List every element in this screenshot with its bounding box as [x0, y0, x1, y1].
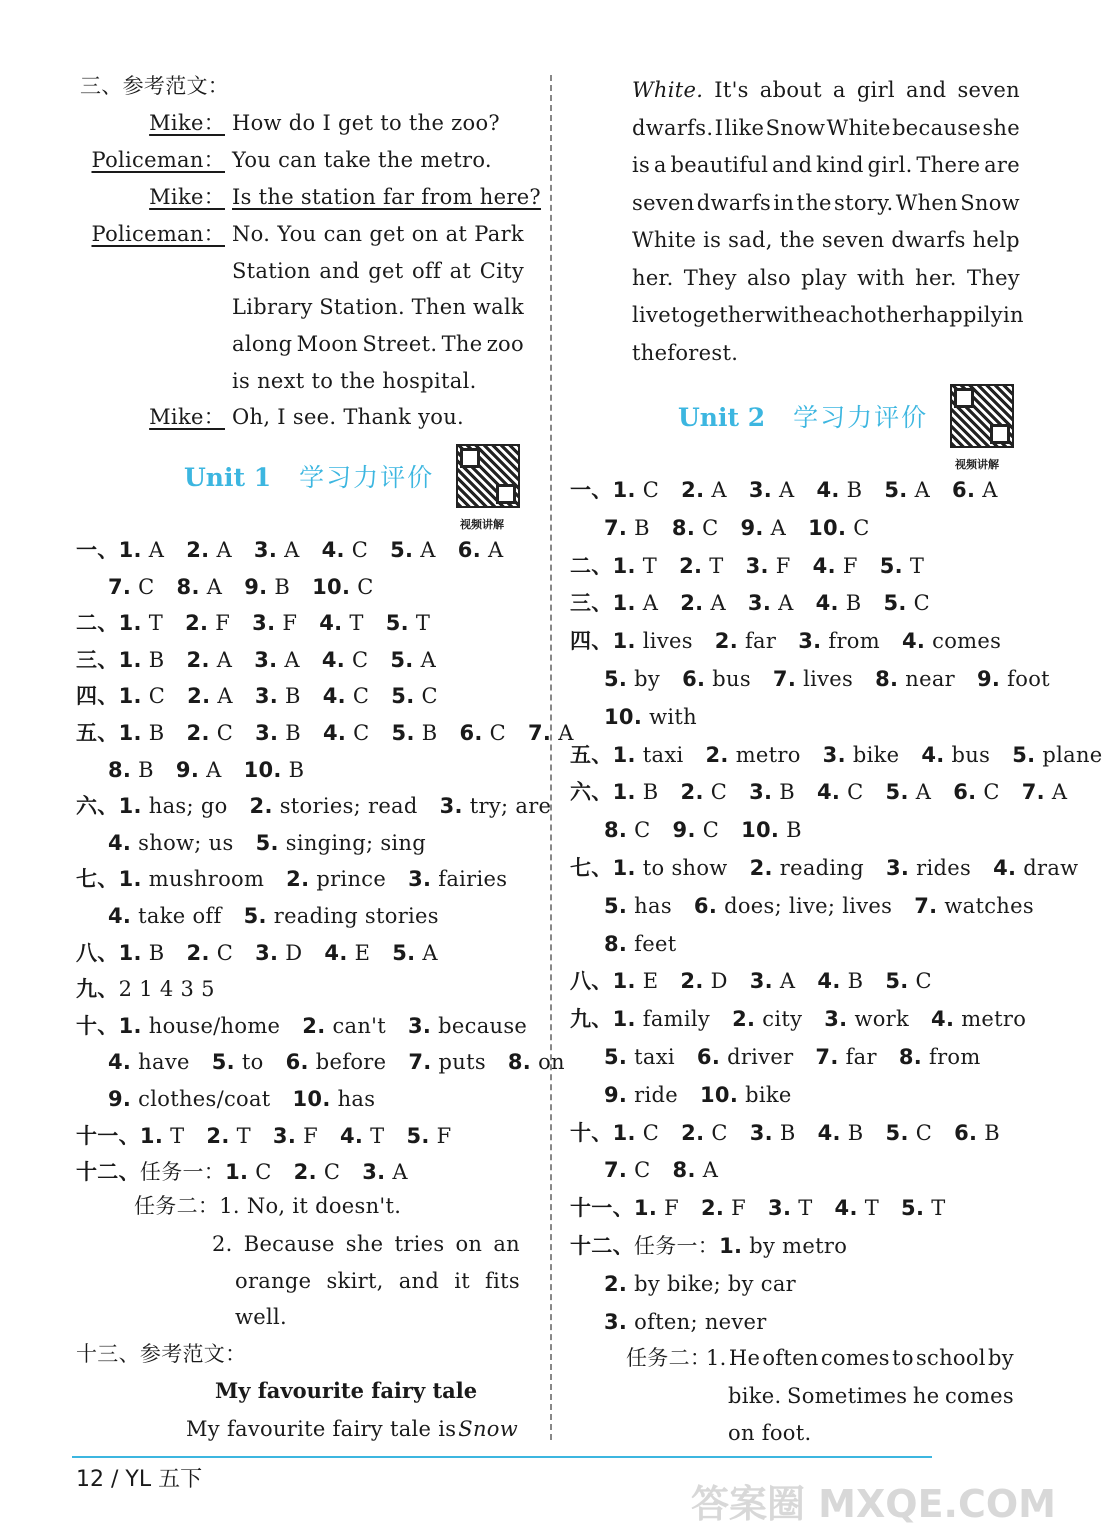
task2-answer-2-line3: well. [235, 1305, 288, 1329]
section-3-title: 三、参考范文： [80, 74, 230, 98]
essay-line: White. It's about a girl and seven [632, 78, 1020, 102]
answer-item: 3. B [749, 780, 795, 805]
answer-item: 9. B [244, 574, 291, 599]
essay-line: live together with each other happily in [632, 303, 1024, 327]
answer-item: 1. C [612, 1120, 660, 1145]
answer-item: 2. C [681, 1120, 728, 1145]
answer-item: 2. C [680, 780, 728, 805]
answer-row [76, 865, 507, 893]
answer-row [570, 967, 932, 995]
answer-item: 10. C [312, 574, 374, 599]
answer-item: 5. C [885, 969, 932, 994]
answer-item: 1. C [118, 684, 166, 709]
unit2-subtitle: 学习力评价 [793, 403, 929, 432]
essay-line: her. They also play with her. They [632, 265, 1020, 290]
dialog-speaker: Mike： [149, 405, 225, 429]
task2-line-1: 1. He often comes to school by [706, 1346, 1014, 1370]
answer-item: 4. B [816, 478, 863, 502]
answer-item: 7. watches [914, 893, 1034, 918]
answer-row [570, 589, 930, 617]
answer-item: 6. driver [696, 1045, 794, 1069]
answer-item: 2 1 4 3 5 [118, 977, 215, 1002]
answer-item: 2. reading [749, 856, 864, 880]
answer-section-label: 五、 [570, 742, 613, 767]
answer-item: 5. C [391, 684, 438, 709]
answer-item: 5. has [604, 893, 672, 918]
essay-line: White is sad, the seven dwarfs help [632, 228, 1020, 252]
answer-item: 4. C [321, 538, 369, 562]
unit1-title [184, 458, 434, 494]
answer-section-label: 八、 [76, 940, 119, 965]
answer-item: 4. metro [931, 1007, 1027, 1032]
essay-line: theforest. [632, 340, 739, 365]
answer-item: 2. can't [302, 1013, 386, 1038]
answer-item: 10. C [808, 515, 870, 540]
answer-item: 1. B [118, 940, 165, 965]
answer-row [108, 902, 439, 930]
answer-section-label: 六、 [76, 794, 119, 819]
answer-row [108, 1048, 565, 1076]
answer-item: 9. A [175, 757, 222, 782]
answer-item: 10. has [292, 1087, 376, 1111]
answer-section-label: 三、 [570, 591, 613, 616]
answer-row [570, 552, 924, 580]
answer-item: 7. C [604, 1158, 651, 1183]
answer-item: 4. C [817, 780, 864, 805]
answer-item: 8. from [898, 1045, 981, 1069]
answer-item: 9. ride [604, 1082, 679, 1107]
unit2-label: Unit 2 [678, 403, 766, 432]
answer-item: 3. A [747, 591, 794, 616]
answer-item: 5. A [885, 780, 932, 805]
answer-item: 2. F [185, 611, 231, 636]
answer-item: 1. T [139, 1123, 185, 1148]
answer-item: 1. T [118, 611, 164, 636]
footer-rule [72, 1456, 932, 1458]
answer-item: 10. bike [700, 1082, 792, 1107]
answer-item: 3. fairies [408, 867, 508, 892]
answer-item: 4. show; us [108, 830, 234, 855]
answer-item: 2. A [186, 647, 233, 672]
answer-item: 2. T [679, 553, 724, 578]
unit1-subtitle: 学习力评价 [299, 463, 435, 492]
watermark: 答案圈 MXQE.COM [690, 1482, 1056, 1526]
answer-section-label: 十二、 [76, 1160, 140, 1185]
answer-item: 1. to show [612, 856, 728, 880]
dialog-speaker: Mike： [149, 185, 225, 209]
answer-row [604, 1081, 792, 1109]
answer-item: 2. prince [286, 867, 387, 892]
answer-item: 5. A [390, 647, 437, 672]
task2-label: 任务二： [626, 1346, 712, 1370]
answer-item: 10. B [243, 757, 305, 782]
answer-section-label: 七、 [76, 867, 119, 892]
answer-item: 4. E [324, 940, 371, 965]
answer-item: 1. taxi [612, 742, 684, 767]
answer-row [76, 1158, 408, 1186]
answer-item: 9. clothes/coat [108, 1087, 271, 1111]
answer-item: 5. C [885, 1120, 933, 1145]
answer-row [604, 930, 676, 958]
answer-item: 5. B [391, 721, 438, 745]
answer-item: 3. A [748, 478, 795, 502]
dialog-speaker: Policeman： [91, 148, 225, 172]
answer-item: 5. singing; sing [255, 830, 426, 855]
dialog-text: Oh, I see. Thank you. [232, 405, 465, 429]
answer-item: 7. B [604, 515, 650, 540]
answer-item: 7. A [528, 721, 574, 745]
qr-code-icon[interactable] [950, 384, 1014, 448]
dialog-speaker: Mike： [149, 111, 225, 135]
answer-item: 8. B [108, 757, 154, 782]
answer-section-label: 四、 [570, 629, 613, 654]
answer-item: 4. take off [108, 904, 222, 928]
answer-item: 2. city [732, 1007, 803, 1032]
answer-item: 8. C [671, 515, 719, 540]
answer-row [570, 1119, 1000, 1147]
answer-row [76, 536, 503, 564]
answer-item: 6. B [954, 1120, 1001, 1145]
essay-title: My favourite fairy tale [215, 1378, 478, 1403]
answer-section-label: 十二、 [570, 1234, 634, 1258]
answer-row [76, 609, 430, 637]
answer-row [570, 741, 1103, 769]
answer-row [570, 476, 998, 504]
answer-item: 4. C [321, 647, 369, 672]
answer-item: 3. T [768, 1196, 813, 1221]
answer-item: 4. T [834, 1196, 880, 1221]
answer-item: 5. to [211, 1050, 264, 1075]
answer-row [76, 975, 215, 1003]
task2-line-3: on foot. [728, 1421, 812, 1445]
answer-item: 4. bus [921, 742, 991, 767]
answer-item: 5. A [392, 940, 438, 965]
answer-item: 4. B [817, 969, 864, 994]
answer-row [76, 1122, 452, 1150]
answer-row [76, 646, 436, 674]
answer-item: 1. B [118, 647, 165, 672]
answer-row [76, 682, 438, 710]
answer-row [108, 756, 304, 784]
answer-item: 5. C [883, 591, 931, 616]
answer-row [76, 792, 551, 820]
answer-row [604, 816, 802, 844]
answer-item: 2. C [186, 721, 234, 745]
answer-item: 10. B [741, 818, 802, 843]
qr-label: 视频讲解 [460, 518, 504, 531]
answer-item: 5. A [884, 478, 931, 502]
essay-line-1: My favourite fairy tale is Snow [186, 1417, 518, 1441]
answer-item: 6. A [457, 538, 504, 562]
answer-item: 4. B [817, 1120, 864, 1145]
answer-item: 7. C [108, 574, 155, 599]
answer-item: 4. C [322, 684, 370, 709]
answer-item: 1. E [612, 969, 659, 994]
essay-line: dwarfs. I like Snow White because she [632, 115, 1020, 140]
answer-item: 5. by [604, 667, 661, 691]
answer-item: 8. feet [604, 931, 677, 956]
answer-item: 7. puts [408, 1050, 486, 1075]
task2-answer-2-line1: 2. Because she tries on an [212, 1232, 520, 1256]
task2-label: 任务二： [134, 1194, 220, 1218]
answer-row [604, 665, 1050, 693]
answer-row [604, 892, 1034, 920]
answer-item: 1. T [612, 553, 658, 578]
answer-row [604, 1156, 718, 1184]
answer-item: 3. A [254, 647, 300, 672]
answer-item: 4. draw [993, 856, 1079, 880]
section-13-title: 十三、参考范文： [76, 1342, 247, 1366]
answer-item: 8. on [507, 1050, 565, 1075]
answer-item: 6. bus [682, 667, 751, 691]
answer-item: 3. F [252, 611, 298, 636]
answer-item: 7. A [1021, 780, 1068, 805]
answer-section-label: 二、 [76, 611, 119, 636]
answer-item: 5. F [406, 1123, 452, 1148]
answer-item: 4. B [815, 591, 862, 616]
task2-answer-1: 1. No, it doesn't. [219, 1194, 402, 1218]
answer-section-label: 十、 [570, 1120, 613, 1145]
answer-row [76, 939, 438, 967]
answer-item: 1. mushroom [118, 867, 265, 892]
answer-item: 3. A [362, 1160, 408, 1185]
answer-section-label: 四、 [76, 684, 119, 709]
answer-item: 5. T [385, 611, 431, 636]
answer-item: 9. C [672, 818, 720, 843]
answer-item: 3. A [253, 538, 300, 562]
answer-item: 5. A [390, 538, 436, 562]
page-footer: 12 / YL 五下 [76, 1467, 203, 1492]
answer-item: 5. T [901, 1196, 946, 1221]
essay-line: is a beautiful and kind girl. There are [632, 153, 1020, 177]
answer-item: 3. because [407, 1013, 528, 1038]
answer-item: 5. taxi [604, 1045, 675, 1069]
dialog-text: Library Station. Then walk [232, 295, 524, 319]
answer-item: 2. A [680, 591, 726, 616]
answer-section-label: 八、 [570, 969, 613, 994]
answer-item: 3. bike [822, 742, 900, 767]
answer-item: 2. T [206, 1123, 251, 1148]
answer-item: 2. A [681, 478, 727, 502]
answer-row [604, 514, 870, 542]
answer-item: 4. T [319, 611, 364, 636]
answer-item: 1. lives [612, 629, 693, 654]
task2-line-2: bike. Sometimes he comes [728, 1384, 1014, 1408]
answer-section-label: 六、 [570, 780, 613, 805]
answer-item: 4. comes [901, 629, 1002, 654]
answer-item: 6. C [459, 721, 507, 745]
answer-row [76, 719, 574, 747]
answer-item: 2. C [293, 1160, 341, 1185]
answer-item: 1. F [633, 1196, 679, 1221]
answer-section-label: 二、 [570, 553, 613, 578]
answer-item: 2. D [680, 969, 728, 994]
column-divider [550, 75, 552, 1440]
answer-item: 7. lives [772, 667, 854, 691]
answer-item: 5. plane [1012, 742, 1103, 767]
answer-item: 9. foot [977, 667, 1050, 691]
answer-section-label: 十一、 [570, 1196, 634, 1221]
answer-item: 3. work [824, 1007, 910, 1032]
dialog-text: You can take the metro. [232, 148, 492, 172]
answer-row [570, 627, 1001, 655]
answer-section-label: 一、 [570, 478, 613, 502]
answer-item: 1. has; go [118, 794, 228, 819]
answer-item: 1. B [118, 721, 165, 745]
answer-row [604, 1043, 981, 1071]
answer-item: 8. A [176, 574, 223, 599]
dialog-text: How do I get to the zoo? [232, 111, 500, 135]
answer-item: 6. C [953, 780, 1000, 805]
dialog-text: Is the station far from here? [232, 185, 541, 209]
answer-item: 1. C [612, 478, 660, 502]
answer-item: 8. A [672, 1158, 719, 1183]
answer-item: 4. C [323, 721, 370, 745]
answer-item: 8. C [604, 818, 651, 843]
answer-section-label: 十一、 [76, 1123, 140, 1148]
answer-section-label: 十、 [76, 1013, 119, 1038]
answer-item: 4. have [108, 1050, 190, 1075]
answer-item: 1. A [612, 591, 659, 616]
answer-row [570, 854, 1078, 882]
qr-code-icon[interactable] [456, 444, 520, 508]
answer-item: 4. F [812, 553, 858, 578]
answer-item: 6. before [285, 1050, 387, 1075]
answer-item: 10. with [604, 704, 697, 729]
answer-section-label: 三、 [76, 647, 119, 672]
answer-item: 6. A [952, 478, 998, 502]
answer-item: 3. A [749, 969, 796, 994]
unit2-title [678, 398, 928, 434]
answer-item: 2. stories; read [249, 794, 418, 819]
answer-section-label: 九、 [570, 1007, 613, 1032]
answer-row [570, 1005, 1026, 1033]
answer-item: 任务一：1. by metro [633, 1234, 848, 1258]
answer-item: 2. far [714, 629, 777, 654]
dialog-text: Station and get off at City [232, 259, 524, 283]
answer-section-label: 九、 [76, 977, 119, 1002]
answer-item: 1. B [612, 780, 659, 805]
dialog-text: along Moon Street. The zoo [232, 332, 524, 356]
answer-item: 3. D [255, 940, 303, 965]
answer-item: 9. A [740, 515, 787, 540]
answer-row [604, 703, 697, 731]
answer-row [570, 1232, 847, 1260]
answer-item: 3. from [798, 629, 880, 654]
answer-row [570, 1194, 946, 1222]
answer-item: 3. often; never [604, 1309, 767, 1334]
unit1-label: Unit 1 [184, 463, 272, 492]
answer-row [108, 829, 426, 857]
answer-item: 2. A [187, 684, 233, 709]
answer-item: 1. family [612, 1007, 711, 1032]
task2-answer-2-line2: orange skirt, and it fits [235, 1269, 520, 1293]
answer-row [108, 573, 374, 601]
answer-item: 5. T [879, 553, 925, 578]
answer-row [570, 778, 1067, 806]
answer-item: 2. F [700, 1196, 747, 1221]
answer-item: 2. C [186, 940, 234, 965]
answer-item: 2. by bike; by car [604, 1271, 797, 1296]
answer-row [604, 1308, 767, 1336]
answer-section-label: 一、 [76, 538, 119, 562]
essay-line: seven dwarfs in the story. When Snow [632, 190, 1020, 215]
dialog-text: No. You can get on at Park [232, 222, 524, 246]
answer-item: 3. B [255, 721, 301, 745]
answer-section-label: 七、 [570, 856, 613, 880]
answer-item: 7. far [815, 1045, 877, 1069]
answer-item: 3. F [745, 553, 791, 578]
answer-item: 1. house/home [118, 1013, 281, 1038]
answer-item: 2. metro [705, 742, 801, 767]
answer-row [76, 1012, 527, 1040]
answer-item: 3. B [254, 684, 301, 709]
answer-item: 3. try; are [439, 794, 552, 819]
answer-item: 6. does; live; lives [693, 893, 893, 918]
dialog-text: is next to the hospital. [232, 369, 477, 393]
answer-row [108, 1085, 375, 1113]
answer-item: 2. A [186, 538, 232, 562]
answer-item: 3. F [272, 1123, 318, 1148]
dialog-speaker: Policeman： [91, 222, 225, 246]
answer-item: 8. near [875, 667, 955, 691]
answer-item: 3. rides [885, 856, 972, 880]
answer-section-label: 五、 [76, 721, 119, 745]
answer-item: 1. A [118, 538, 165, 562]
answer-item: 任务一：1. C [139, 1160, 272, 1185]
answer-row [604, 1270, 796, 1298]
qr-label: 视频讲解 [955, 458, 999, 471]
answer-item: 3. B [749, 1120, 796, 1145]
answer-item: 5. reading stories [243, 904, 439, 928]
answer-item: 4. T [339, 1123, 385, 1148]
